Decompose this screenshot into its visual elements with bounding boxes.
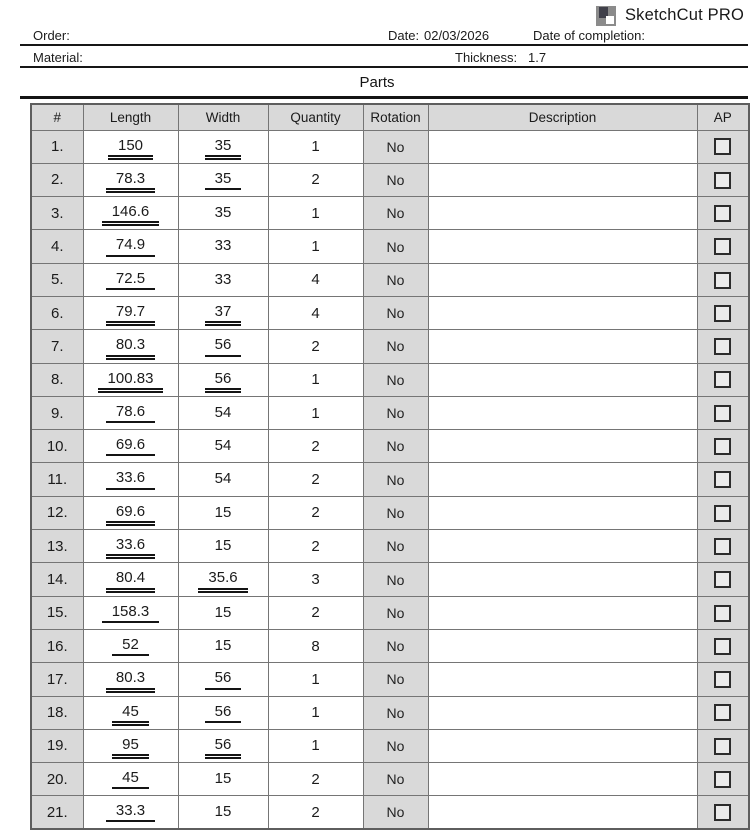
length-cell bbox=[83, 130, 178, 163]
rotation-value: No bbox=[363, 263, 428, 296]
length-cell bbox=[83, 330, 178, 363]
description-value bbox=[428, 530, 697, 563]
width-cell bbox=[178, 363, 268, 396]
col-header-ap: AP bbox=[697, 104, 749, 130]
ap-checkbox[interactable] bbox=[714, 405, 731, 422]
length-cell bbox=[83, 496, 178, 529]
row-number: 6. bbox=[31, 296, 83, 329]
title-divider bbox=[20, 96, 748, 99]
table-row bbox=[31, 163, 749, 196]
rotation-value: No bbox=[363, 163, 428, 196]
rotation-value: No bbox=[363, 363, 428, 396]
length-cell bbox=[83, 629, 178, 662]
width-value: 15 bbox=[214, 537, 232, 555]
ap-cell bbox=[697, 263, 749, 296]
table-row bbox=[31, 596, 749, 629]
width-value: 15 bbox=[214, 603, 232, 621]
width-value: 35 bbox=[214, 204, 232, 222]
length-cell bbox=[83, 696, 178, 729]
rotation-value: No bbox=[363, 696, 428, 729]
table-row bbox=[31, 130, 749, 163]
width-cell bbox=[178, 396, 268, 429]
width-cell bbox=[178, 330, 268, 363]
width-value: 15 bbox=[214, 803, 232, 821]
row-number: 20. bbox=[31, 763, 83, 796]
description-value bbox=[428, 197, 697, 230]
ap-checkbox[interactable] bbox=[714, 371, 731, 388]
description-value bbox=[428, 296, 697, 329]
row-number: 18. bbox=[31, 696, 83, 729]
width-value: 54 bbox=[214, 437, 232, 455]
width-value: 35 bbox=[205, 137, 242, 157]
ap-cell bbox=[697, 430, 749, 463]
order-info-line bbox=[20, 27, 748, 46]
row-number: 19. bbox=[31, 729, 83, 762]
table-row bbox=[31, 796, 749, 829]
ap-checkbox[interactable] bbox=[714, 305, 731, 322]
rotation-value: No bbox=[363, 496, 428, 529]
table-row bbox=[31, 363, 749, 396]
ap-cell bbox=[697, 363, 749, 396]
rotation-value: No bbox=[363, 763, 428, 796]
quantity-value: 1 bbox=[268, 396, 363, 429]
row-number: 5. bbox=[31, 263, 83, 296]
length-value: 158.3 bbox=[102, 603, 160, 623]
row-number: 10. bbox=[31, 430, 83, 463]
length-cell bbox=[83, 663, 178, 696]
length-cell bbox=[83, 363, 178, 396]
length-value: 100.83 bbox=[98, 370, 164, 390]
description-value bbox=[428, 596, 697, 629]
width-cell bbox=[178, 197, 268, 230]
rotation-value: No bbox=[363, 563, 428, 596]
table-row bbox=[31, 430, 749, 463]
width-cell bbox=[178, 463, 268, 496]
order-label: Order: bbox=[33, 28, 70, 43]
description-value bbox=[428, 763, 697, 796]
ap-checkbox[interactable] bbox=[714, 172, 731, 189]
brand-name: SketchCut PRO bbox=[624, 5, 744, 24]
col-header-quantity: Quantity bbox=[268, 104, 363, 130]
date-of-completion-label: Date of completion: bbox=[533, 28, 646, 43]
ap-cell bbox=[697, 729, 749, 762]
logo-white-rect bbox=[606, 16, 614, 24]
length-value: 33.6 bbox=[106, 469, 155, 489]
length-cell bbox=[83, 796, 178, 829]
length-cell bbox=[83, 729, 178, 762]
width-cell bbox=[178, 696, 268, 729]
sketchcut-logo-icon bbox=[594, 4, 616, 26]
length-cell bbox=[83, 296, 178, 329]
width-cell bbox=[178, 629, 268, 662]
table-row bbox=[31, 729, 749, 762]
quantity-value: 2 bbox=[268, 163, 363, 196]
ap-cell bbox=[697, 197, 749, 230]
quantity-value: 2 bbox=[268, 530, 363, 563]
quantity-value: 1 bbox=[268, 696, 363, 729]
ap-cell bbox=[697, 530, 749, 563]
length-value: 45 bbox=[112, 769, 149, 789]
length-cell bbox=[83, 230, 178, 263]
ap-cell bbox=[697, 663, 749, 696]
quantity-value: 2 bbox=[268, 596, 363, 629]
row-number: 14. bbox=[31, 563, 83, 596]
length-value: 78.6 bbox=[106, 403, 155, 423]
rotation-value: No bbox=[363, 463, 428, 496]
quantity-value: 4 bbox=[268, 296, 363, 329]
length-value: 80.3 bbox=[106, 336, 155, 356]
table-row bbox=[31, 496, 749, 529]
ap-cell bbox=[697, 796, 749, 829]
col-header-description: Description bbox=[428, 104, 697, 130]
width-value: 54 bbox=[214, 470, 232, 488]
rotation-value: No bbox=[363, 729, 428, 762]
description-value bbox=[428, 796, 697, 829]
length-value: 80.4 bbox=[106, 569, 155, 589]
row-number: 8. bbox=[31, 363, 83, 396]
width-cell bbox=[178, 230, 268, 263]
ap-checkbox[interactable] bbox=[714, 704, 731, 721]
row-number: 3. bbox=[31, 197, 83, 230]
rotation-value: No bbox=[363, 197, 428, 230]
ap-checkbox[interactable] bbox=[714, 505, 731, 522]
ap-checkbox[interactable] bbox=[714, 671, 731, 688]
length-value: 78.3 bbox=[106, 170, 155, 190]
width-cell bbox=[178, 496, 268, 529]
rotation-value: No bbox=[363, 629, 428, 662]
row-number: 2. bbox=[31, 163, 83, 196]
length-cell bbox=[83, 563, 178, 596]
rotation-value: No bbox=[363, 296, 428, 329]
length-cell bbox=[83, 396, 178, 429]
material-label: Material: bbox=[33, 50, 83, 65]
ap-cell bbox=[697, 463, 749, 496]
ap-cell bbox=[697, 396, 749, 429]
ap-checkbox[interactable] bbox=[714, 338, 731, 355]
row-number: 12. bbox=[31, 496, 83, 529]
width-cell bbox=[178, 130, 268, 163]
quantity-value: 1 bbox=[268, 197, 363, 230]
ap-cell bbox=[697, 496, 749, 529]
thickness-label: Thickness: bbox=[455, 50, 518, 65]
ap-cell bbox=[697, 629, 749, 662]
width-cell bbox=[178, 263, 268, 296]
table-row bbox=[31, 629, 749, 662]
table-row bbox=[31, 663, 749, 696]
parts-table-body bbox=[31, 130, 749, 829]
parts-table bbox=[30, 103, 750, 830]
length-value: 79.7 bbox=[106, 303, 155, 323]
quantity-value: 2 bbox=[268, 763, 363, 796]
ap-checkbox[interactable] bbox=[714, 605, 731, 622]
length-cell bbox=[83, 163, 178, 196]
width-value: 56 bbox=[205, 669, 242, 689]
ap-checkbox[interactable] bbox=[714, 804, 731, 821]
rotation-value: No bbox=[363, 530, 428, 563]
ap-checkbox[interactable] bbox=[714, 138, 731, 155]
width-value: 35 bbox=[205, 170, 242, 190]
col-header-width: Width bbox=[178, 104, 268, 130]
row-number: 21. bbox=[31, 796, 83, 829]
table-row bbox=[31, 763, 749, 796]
width-value: 33 bbox=[214, 237, 232, 255]
width-value: 56 bbox=[205, 703, 242, 723]
description-value bbox=[428, 563, 697, 596]
width-cell bbox=[178, 729, 268, 762]
ap-cell bbox=[697, 763, 749, 796]
width-cell bbox=[178, 663, 268, 696]
description-value bbox=[428, 396, 697, 429]
description-value bbox=[428, 463, 697, 496]
width-cell bbox=[178, 796, 268, 829]
quantity-value: 4 bbox=[268, 263, 363, 296]
ap-checkbox[interactable] bbox=[714, 738, 731, 755]
quantity-value: 1 bbox=[268, 663, 363, 696]
row-number: 7. bbox=[31, 330, 83, 363]
quantity-value: 8 bbox=[268, 629, 363, 662]
quantity-value: 1 bbox=[268, 230, 363, 263]
width-cell bbox=[178, 163, 268, 196]
rotation-value: No bbox=[363, 330, 428, 363]
rotation-value: No bbox=[363, 796, 428, 829]
col-header-rotation: Rotation bbox=[363, 104, 428, 130]
rotation-value: No bbox=[363, 663, 428, 696]
length-value: 72.5 bbox=[106, 270, 155, 290]
table-header-row bbox=[31, 104, 749, 130]
rotation-value: No bbox=[363, 130, 428, 163]
table-row bbox=[31, 463, 749, 496]
length-value: 74.9 bbox=[106, 236, 155, 256]
description-value bbox=[428, 696, 697, 729]
width-value: 15 bbox=[214, 770, 232, 788]
row-number: 4. bbox=[31, 230, 83, 263]
length-cell bbox=[83, 430, 178, 463]
length-cell bbox=[83, 463, 178, 496]
quantity-value: 2 bbox=[268, 496, 363, 529]
quantity-value: 2 bbox=[268, 330, 363, 363]
length-value: 52 bbox=[112, 636, 149, 656]
width-value: 15 bbox=[214, 503, 232, 521]
ap-checkbox[interactable] bbox=[714, 205, 731, 222]
rotation-value: No bbox=[363, 230, 428, 263]
table-row bbox=[31, 563, 749, 596]
col-header-length: Length bbox=[83, 104, 178, 130]
width-cell bbox=[178, 596, 268, 629]
row-number: 9. bbox=[31, 396, 83, 429]
ap-checkbox[interactable] bbox=[714, 438, 731, 455]
width-cell bbox=[178, 430, 268, 463]
length-value: 150 bbox=[108, 137, 153, 157]
width-value: 15 bbox=[214, 636, 232, 654]
length-cell bbox=[83, 530, 178, 563]
length-cell bbox=[83, 263, 178, 296]
length-value: 69.6 bbox=[106, 503, 155, 523]
description-value bbox=[428, 729, 697, 762]
width-cell bbox=[178, 563, 268, 596]
row-number: 16. bbox=[31, 629, 83, 662]
quantity-value: 2 bbox=[268, 430, 363, 463]
description-value bbox=[428, 629, 697, 662]
page-title: Parts bbox=[359, 74, 395, 91]
length-value: 69.6 bbox=[106, 436, 155, 456]
width-value: 33 bbox=[214, 270, 232, 288]
width-cell bbox=[178, 763, 268, 796]
ap-cell bbox=[697, 696, 749, 729]
rotation-value: No bbox=[363, 596, 428, 629]
thickness-value: 1.7 bbox=[528, 50, 547, 65]
row-number: 11. bbox=[31, 463, 83, 496]
width-value: 56 bbox=[205, 370, 242, 390]
rotation-value: No bbox=[363, 396, 428, 429]
width-cell bbox=[178, 296, 268, 329]
description-value bbox=[428, 363, 697, 396]
quantity-value: 1 bbox=[268, 130, 363, 163]
ap-cell bbox=[697, 163, 749, 196]
description-value bbox=[428, 130, 697, 163]
width-value: 37 bbox=[205, 303, 242, 323]
table-row bbox=[31, 530, 749, 563]
description-value bbox=[428, 663, 697, 696]
width-cell bbox=[178, 530, 268, 563]
ap-cell bbox=[697, 130, 749, 163]
table-row bbox=[31, 230, 749, 263]
length-value: 95 bbox=[112, 736, 149, 756]
ap-cell bbox=[697, 563, 749, 596]
description-value bbox=[428, 330, 697, 363]
ap-checkbox[interactable] bbox=[714, 471, 731, 488]
ap-cell bbox=[697, 296, 749, 329]
ap-cell bbox=[697, 596, 749, 629]
ap-checkbox[interactable] bbox=[714, 638, 731, 655]
table-row bbox=[31, 330, 749, 363]
description-value bbox=[428, 163, 697, 196]
length-value: 33.6 bbox=[106, 536, 155, 556]
description-value bbox=[428, 230, 697, 263]
length-cell bbox=[83, 596, 178, 629]
width-value: 56 bbox=[205, 736, 242, 756]
quantity-value: 2 bbox=[268, 796, 363, 829]
row-number: 13. bbox=[31, 530, 83, 563]
table-row bbox=[31, 396, 749, 429]
material-info-line bbox=[20, 49, 748, 68]
row-number: 17. bbox=[31, 663, 83, 696]
ap-cell bbox=[697, 330, 749, 363]
length-value: 33.3 bbox=[106, 802, 155, 822]
length-value: 146.6 bbox=[102, 203, 160, 223]
rotation-value: No bbox=[363, 430, 428, 463]
row-number: 1. bbox=[31, 130, 83, 163]
ap-cell bbox=[697, 230, 749, 263]
quantity-value: 1 bbox=[268, 363, 363, 396]
length-value: 80.3 bbox=[106, 669, 155, 689]
length-cell bbox=[83, 763, 178, 796]
width-value: 56 bbox=[205, 336, 242, 356]
length-cell bbox=[83, 197, 178, 230]
ap-checkbox[interactable] bbox=[714, 272, 731, 289]
ap-checkbox[interactable] bbox=[714, 538, 731, 555]
table-row bbox=[31, 696, 749, 729]
description-value bbox=[428, 263, 697, 296]
ap-checkbox[interactable] bbox=[714, 571, 731, 588]
table-row bbox=[31, 263, 749, 296]
length-value: 45 bbox=[112, 703, 149, 723]
width-value: 54 bbox=[214, 403, 232, 421]
date-value: 02/03/2026 bbox=[424, 28, 490, 43]
app-brand bbox=[594, 4, 744, 26]
description-value bbox=[428, 430, 697, 463]
row-number: 15. bbox=[31, 596, 83, 629]
quantity-value: 1 bbox=[268, 729, 363, 762]
table-row bbox=[31, 296, 749, 329]
date-label: Date: bbox=[388, 28, 420, 43]
ap-checkbox[interactable] bbox=[714, 238, 731, 255]
description-value bbox=[428, 496, 697, 529]
table-row bbox=[31, 197, 749, 230]
ap-checkbox[interactable] bbox=[714, 771, 731, 788]
quantity-value: 2 bbox=[268, 463, 363, 496]
quantity-value: 3 bbox=[268, 563, 363, 596]
col-header-number: # bbox=[31, 104, 83, 130]
width-value: 35.6 bbox=[198, 569, 247, 589]
